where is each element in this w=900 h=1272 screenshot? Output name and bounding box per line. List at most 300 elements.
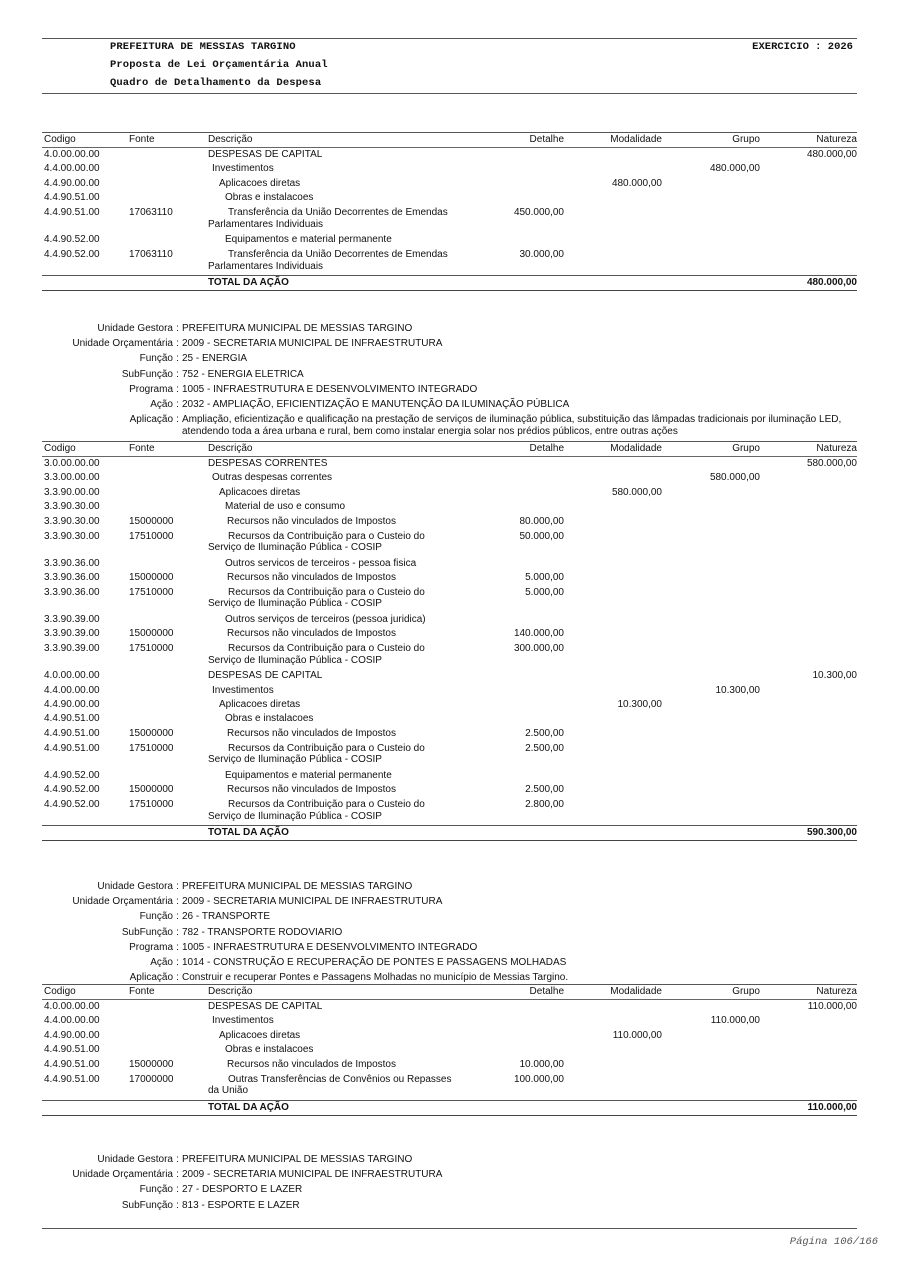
cell-fonte <box>129 177 208 191</box>
cell-detalhe <box>464 457 564 471</box>
cell-detalhe <box>464 486 564 500</box>
cell-descricao-line1: Transferência da União Decorrentes de Emendas <box>228 207 448 219</box>
cell-descricao <box>208 698 464 712</box>
cell-detalhe <box>464 162 564 176</box>
cell-natureza <box>760 727 859 741</box>
table-header <box>42 984 857 1000</box>
action-info-1 <box>40 321 860 437</box>
cell-detalhe <box>464 712 564 726</box>
cell-fonte: 15000000 <box>129 628 174 640</box>
header-entity: PREFEITURA DE MESSIAS TARGINO <box>110 41 296 53</box>
table-row <box>42 515 857 529</box>
table-row <box>42 457 857 471</box>
cell-descricao-text: Investimentos <box>212 684 274 696</box>
col-detalhe: Detalhe <box>529 134 564 145</box>
cell-codigo: 4.4.00.00.00 <box>44 684 100 696</box>
col-codigo: Codigo <box>44 134 76 145</box>
table-body <box>42 148 857 275</box>
cell-fonte: 15000000 <box>129 727 174 739</box>
cell-fonte <box>129 191 208 205</box>
cell-descricao <box>208 500 464 514</box>
info-programa: Programa : 1005 - INFRAESTRUTURA E DESENVOLVIMENTO INTEGRADO <box>129 941 478 953</box>
info-subfuncao: SubFunção : 813 - ESPORTE E LAZER <box>121 1199 300 1211</box>
cell-detalhe <box>464 669 564 683</box>
info-acao: Ação : 2032 - AMPLIAÇÃO, EFICIENTIZAÇÃO E MANUTENÇÃO DA ILUMINAÇÃO PÚBLICA <box>150 398 570 410</box>
cell-natureza <box>760 1029 859 1043</box>
cell-modalidade <box>564 207 662 233</box>
col-descricao: Descrição <box>208 443 253 454</box>
col-detalhe: Detalhe <box>529 986 564 997</box>
cell-detalhe: 10.000,00 <box>519 1058 564 1070</box>
col-modalidade: Modalidade <box>610 443 662 454</box>
cell-fonte <box>129 769 208 783</box>
total-row <box>42 275 857 291</box>
total-label: TOTAL DA AÇÃO <box>208 827 289 838</box>
cell-natureza <box>760 1043 859 1057</box>
cell-codigo: 3.3.90.36.00 <box>44 557 100 569</box>
total-row <box>42 825 857 841</box>
col-natureza: Natureza <box>816 443 857 454</box>
expense-table-2 <box>42 984 857 1116</box>
cell-descricao-line2: Serviço de Iluminação Pública - COSIP <box>208 654 382 666</box>
cell-grupo <box>662 1029 760 1043</box>
table-row <box>42 727 857 741</box>
info-subfuncao: SubFunção : 782 - TRANSPORTE RODOVIARIO <box>121 926 343 938</box>
cell-descricao-text: DESPESAS DE CAPITAL <box>208 1001 323 1012</box>
cell-codigo: 4.4.90.52.00 <box>44 769 100 781</box>
table-row <box>42 148 857 162</box>
cell-codigo: 4.4.90.51.00 <box>44 1044 100 1056</box>
cell-detalhe <box>464 1000 564 1014</box>
info-subfuncao: SubFunção : 752 - ENERGIA ELETRICA <box>121 368 304 380</box>
cell-descricao <box>208 587 464 613</box>
cell-descricao-text: Outros serviços de terceiros (pessoa juridica) <box>225 613 426 625</box>
cell-descricao <box>208 1074 464 1100</box>
table-row <box>42 1058 857 1072</box>
cell-fonte <box>129 1014 208 1028</box>
cell-grupo <box>662 177 760 191</box>
cell-modalidade <box>564 627 662 641</box>
cell-descricao <box>208 162 464 176</box>
cell-detalhe: 140.000,00 <box>513 628 564 640</box>
table-row <box>42 783 857 797</box>
cell-fonte: 15000000 <box>129 571 174 583</box>
cell-detalhe: 80.000,00 <box>519 515 564 527</box>
table-body <box>42 1000 857 1100</box>
table-row <box>42 177 857 191</box>
col-detalhe: Detalhe <box>529 443 564 454</box>
cell-detalhe <box>464 471 564 485</box>
cell-natureza <box>760 207 859 233</box>
cell-descricao <box>208 515 464 529</box>
cell-descricao-text: Investimentos <box>212 163 274 175</box>
info-unidade-orcamentaria: Unidade Orçamentária : 2009 - SECRETARIA MUNICIPAL DE INFRAESTRUTURA <box>72 338 443 350</box>
cell-descricao <box>208 769 464 783</box>
cell-codigo: 4.4.90.52.00 <box>44 234 100 246</box>
cell-grupo <box>662 207 760 233</box>
cell-fonte <box>129 500 208 514</box>
table-row <box>42 162 857 176</box>
cell-descricao <box>208 249 464 275</box>
cell-fonte <box>129 669 208 683</box>
header-report-title: Quadro de Detalhamento da Despesa <box>110 77 322 89</box>
cell-descricao <box>208 1029 464 1043</box>
cell-descricao-text: Recursos não vinculados de Impostos <box>227 571 396 583</box>
cell-descricao <box>208 571 464 585</box>
cell-natureza <box>760 500 859 514</box>
cell-codigo: 4.4.00.00.00 <box>44 163 100 175</box>
cell-descricao-text: Obras e instalacoes <box>225 1044 314 1056</box>
cell-detalhe: 2.500,00 <box>525 727 564 739</box>
cell-codigo: 4.4.90.51.00 <box>44 727 100 739</box>
cell-modalidade: 580.000,00 <box>611 486 662 498</box>
cell-modalidade <box>564 571 662 585</box>
cell-grupo <box>662 783 760 797</box>
cell-modalidade <box>564 1000 662 1014</box>
cell-grupo <box>662 743 760 769</box>
cell-detalhe <box>464 1014 564 1028</box>
cell-grupo <box>662 486 760 500</box>
cell-modalidade <box>564 515 662 529</box>
cell-grupo <box>662 500 760 514</box>
cell-codigo: 4.0.00.00.00 <box>44 149 100 160</box>
table-header <box>42 132 857 148</box>
page-number: Página 106/166 <box>789 1236 878 1248</box>
cell-fonte: 17063110 <box>129 249 173 261</box>
cell-natureza <box>760 557 859 571</box>
cell-codigo: 4.4.90.52.00 <box>44 784 100 796</box>
cell-modalidade: 10.300,00 <box>617 698 662 710</box>
table-row <box>42 613 857 627</box>
table-row <box>42 529 857 557</box>
cell-descricao-line2: da União <box>208 1085 249 1097</box>
total-value: 110.000,00 <box>807 1101 857 1113</box>
cell-detalhe <box>464 233 564 247</box>
cell-detalhe <box>464 177 564 191</box>
cell-fonte: 17000000 <box>129 1073 174 1085</box>
col-natureza: Natureza <box>816 134 857 145</box>
table-row <box>42 1072 857 1100</box>
cell-descricao-text: Outras despesas correntes <box>212 472 333 484</box>
info-unidade-gestora: Unidade Gestora : PREFEITURA MUNICIPAL DE MESSIAS TARGINO <box>97 881 413 892</box>
cell-natureza <box>760 712 859 726</box>
cell-codigo: 4.0.00.00.00 <box>44 670 100 682</box>
cell-fonte <box>129 457 208 471</box>
cell-descricao-text: Aplicacoes diretas <box>219 1029 301 1041</box>
cell-codigo: 4.0.00.00.00 <box>44 1001 100 1012</box>
cell-codigo: 3.3.90.30.00 <box>44 501 100 513</box>
cell-descricao-text: Aplicacoes diretas <box>219 698 301 710</box>
cell-descricao-text: DESPESAS CORRENTES <box>208 458 328 469</box>
cell-descricao-line2: Serviço de Iluminação Pública - COSIP <box>208 598 382 610</box>
cell-descricao-text: Equipamentos e material permanente <box>225 769 392 781</box>
cell-natureza <box>760 191 859 205</box>
cell-modalidade <box>564 769 662 783</box>
cell-modalidade <box>564 643 662 669</box>
cell-modalidade <box>564 684 662 698</box>
cell-grupo <box>662 727 760 741</box>
cell-descricao-line2: Serviço de Iluminação Pública - COSIP <box>208 542 382 554</box>
cell-fonte: 17510000 <box>129 799 174 810</box>
cell-grupo <box>662 627 760 641</box>
cell-fonte: 17510000 <box>129 643 174 655</box>
cell-modalidade: 110.000,00 <box>612 1029 662 1041</box>
table-row <box>42 769 857 783</box>
cell-natureza <box>760 1058 859 1072</box>
cell-descricao-text: Outros servicos de terceiros - pessoa fisica <box>225 557 417 569</box>
cell-detalhe <box>464 1029 564 1043</box>
cell-descricao <box>208 684 464 698</box>
cell-grupo <box>662 557 760 571</box>
table-row <box>42 471 857 485</box>
cell-descricao <box>208 148 464 162</box>
total-label: TOTAL DA AÇÃO <box>208 1101 289 1113</box>
cell-codigo: 3.3.90.39.00 <box>44 628 100 640</box>
cell-descricao-text: Recursos não vinculados de Impostos <box>227 784 396 796</box>
info-aplicacao: Aplicação : Construir e recuperar Pontes e Passagens Molhadas no município de Messias Targino. <box>129 972 569 984</box>
cell-descricao-text: Recursos não vinculados de Impostos <box>227 1058 396 1070</box>
cell-descricao-text: Material de uso e consumo <box>225 501 346 513</box>
col-codigo: Codigo <box>44 986 76 997</box>
table-row <box>42 627 857 641</box>
cell-codigo: 4.4.90.52.00 <box>44 249 100 261</box>
cell-detalhe <box>464 769 564 783</box>
table-row <box>42 741 857 769</box>
cell-grupo: 110.000,00 <box>710 1015 760 1027</box>
info-programa: Programa : 1005 - INFRAESTRUTURA E DESENVOLVIMENTO INTEGRADO <box>129 383 478 395</box>
cell-modalidade <box>564 249 662 275</box>
cell-descricao-line2: Serviço de Iluminação Pública - COSIP <box>208 754 382 766</box>
cell-natureza <box>760 249 859 275</box>
cell-codigo: 4.4.90.00.00 <box>44 698 100 710</box>
cell-modalidade <box>564 587 662 613</box>
table-row <box>42 1029 857 1043</box>
cell-natureza <box>760 684 859 698</box>
cell-descricao-text: Aplicacoes diretas <box>219 177 301 189</box>
cell-codigo: 4.4.90.51.00 <box>44 1058 100 1070</box>
cell-grupo <box>662 1074 760 1100</box>
cell-natureza <box>760 769 859 783</box>
cell-grupo <box>662 1043 760 1057</box>
col-grupo: Grupo <box>732 134 760 145</box>
cell-natureza <box>760 698 859 712</box>
cell-descricao <box>208 712 464 726</box>
cell-descricao <box>208 207 464 233</box>
cell-detalhe <box>464 500 564 514</box>
cell-descricao-line1: Recursos da Contribuição para o Custeio do <box>228 799 425 810</box>
cell-detalhe: 450.000,00 <box>513 207 564 219</box>
cell-natureza <box>760 162 859 176</box>
cell-natureza <box>760 177 859 191</box>
cell-detalhe: 5.000,00 <box>525 586 564 598</box>
cell-codigo: 4.4.00.00.00 <box>44 1015 100 1027</box>
info-funcao: Função : 26 - TRANSPORTE <box>139 911 270 923</box>
cell-descricao-text: DESPESAS DE CAPITAL <box>208 149 323 160</box>
cell-detalhe <box>464 684 564 698</box>
cell-grupo <box>662 643 760 669</box>
action-info-3 <box>40 1152 860 1213</box>
cell-descricao <box>208 783 464 797</box>
cell-fonte <box>129 148 208 162</box>
info-funcao: Função : 25 - ENERGIA <box>139 353 248 365</box>
header-top-rule <box>42 38 857 39</box>
cell-fonte <box>129 162 208 176</box>
cell-modalidade <box>564 233 662 247</box>
cell-codigo: 4.4.90.51.00 <box>44 742 100 754</box>
cell-modalidade <box>564 712 662 726</box>
table-row <box>42 712 857 726</box>
cell-descricao <box>208 177 464 191</box>
cell-descricao <box>208 1058 464 1072</box>
cell-descricao-text: Recursos não vinculados de Impostos <box>227 515 396 527</box>
cell-fonte: 15000000 <box>129 515 174 527</box>
cell-fonte: 17510000 <box>129 742 174 754</box>
col-descricao: Descrição <box>208 986 253 997</box>
cell-codigo: 4.4.90.51.00 <box>44 713 100 725</box>
cell-detalhe: 2.500,00 <box>525 742 564 754</box>
cell-modalidade <box>564 743 662 769</box>
cell-detalhe: 100.000,00 <box>513 1073 564 1085</box>
cell-natureza: 10.300,00 <box>812 670 857 682</box>
cell-fonte: 17510000 <box>129 586 174 598</box>
cell-descricao <box>208 191 464 205</box>
cell-descricao <box>208 627 464 641</box>
cell-natureza: 580.000,00 <box>806 458 857 469</box>
cell-codigo: 3.3.00.00.00 <box>44 472 100 484</box>
cell-descricao-line1: Recursos da Contribuição para o Custeio do <box>228 643 425 655</box>
header-exercise: EXERCICIO : 2026 <box>752 41 853 53</box>
table-row <box>42 684 857 698</box>
cell-descricao <box>208 743 464 769</box>
cell-natureza <box>760 571 859 585</box>
cell-codigo: 3.3.90.36.00 <box>44 571 100 583</box>
header-subtitle: Proposta de Lei Orçamentária Anual <box>110 59 328 71</box>
cell-codigo: 3.3.90.00.00 <box>44 486 100 498</box>
table-header <box>42 441 857 457</box>
cell-detalhe <box>464 557 564 571</box>
table-row <box>42 698 857 712</box>
table-row <box>42 500 857 514</box>
cell-grupo <box>662 1058 760 1072</box>
cell-modalidade <box>564 613 662 627</box>
cell-descricao <box>208 1043 464 1057</box>
cell-modalidade <box>564 531 662 557</box>
cell-descricao <box>208 669 464 683</box>
cell-grupo <box>662 1000 760 1014</box>
cell-descricao-text: Investimentos <box>212 1015 274 1027</box>
cell-descricao-text: Equipamentos e material permanente <box>225 234 392 246</box>
cell-descricao <box>208 531 464 557</box>
cell-natureza <box>760 743 859 769</box>
cell-modalidade: 480.000,00 <box>611 177 662 189</box>
cell-grupo <box>662 148 760 162</box>
table-row <box>42 798 857 826</box>
cell-detalhe <box>464 613 564 627</box>
cell-natureza <box>760 587 859 613</box>
cell-descricao <box>208 1000 464 1014</box>
cell-descricao <box>208 471 464 485</box>
cell-fonte <box>129 1043 208 1057</box>
cell-natureza <box>760 799 859 825</box>
cell-grupo <box>662 571 760 585</box>
col-grupo: Grupo <box>732 443 760 454</box>
cell-descricao-text: Obras e instalacoes <box>225 192 314 204</box>
cell-codigo: 4.4.90.52.00 <box>44 799 100 810</box>
table-row <box>42 1014 857 1028</box>
cell-modalidade <box>564 1043 662 1057</box>
cell-natureza <box>760 1074 859 1100</box>
table-row <box>42 585 857 613</box>
table-row <box>42 486 857 500</box>
cell-detalhe <box>464 1043 564 1057</box>
cell-detalhe: 2.800,00 <box>525 799 564 810</box>
cell-descricao <box>208 1014 464 1028</box>
cell-natureza <box>760 627 859 641</box>
cell-detalhe: 50.000,00 <box>519 530 564 542</box>
cell-grupo <box>662 457 760 471</box>
col-fonte: Fonte <box>129 134 155 145</box>
cell-natureza <box>760 613 859 627</box>
cell-descricao <box>208 486 464 500</box>
cell-grupo <box>662 191 760 205</box>
info-acao: Ação : 1014 - CONSTRUÇÃO E RECUPERAÇÃO DE PONTES E PASSAGENS MOLHADAS <box>150 956 567 968</box>
cell-fonte: 17063110 <box>129 207 173 219</box>
cell-descricao-line2: Parlamentares Individuais <box>208 218 324 230</box>
cell-detalhe: 2.500,00 <box>525 784 564 796</box>
cell-grupo <box>662 515 760 529</box>
table-row <box>42 557 857 571</box>
cell-detalhe <box>464 148 564 162</box>
cell-fonte: 15000000 <box>129 1058 174 1070</box>
cell-modalidade <box>564 191 662 205</box>
cell-codigo: 4.4.90.51.00 <box>44 192 100 204</box>
cell-modalidade <box>564 1074 662 1100</box>
cell-natureza <box>760 643 859 669</box>
cell-modalidade <box>564 669 662 683</box>
cell-descricao <box>208 799 464 825</box>
total-row <box>42 1100 857 1116</box>
cell-descricao-text: Obras e instalacoes <box>225 713 314 725</box>
info-funcao: Função : 27 - DESPORTO E LAZER <box>139 1184 303 1196</box>
total-value: 590.300,00 <box>806 827 857 838</box>
col-descricao: Descrição <box>208 134 253 145</box>
cell-codigo: 4.4.90.00.00 <box>44 177 100 189</box>
cell-descricao-line1: Outras Transferências de Convênios ou Repasses <box>228 1073 452 1085</box>
total-label: TOTAL DA AÇÃO <box>208 277 289 289</box>
table-row <box>42 571 857 585</box>
cell-descricao <box>208 643 464 669</box>
cell-modalidade <box>564 148 662 162</box>
cell-natureza <box>760 515 859 529</box>
cell-descricao-line1: Transferência da União Decorrentes de Emendas <box>228 249 448 261</box>
table-row <box>42 206 857 234</box>
action-info-2 <box>40 879 860 985</box>
cell-codigo: 3.3.90.39.00 <box>44 613 100 625</box>
cell-grupo <box>662 531 760 557</box>
cell-fonte <box>129 698 208 712</box>
cell-detalhe <box>464 191 564 205</box>
cell-descricao-line1: Recursos da Contribuição para o Custeio do <box>228 742 425 754</box>
cell-fonte <box>129 613 208 627</box>
cell-natureza <box>760 471 859 485</box>
cell-modalidade <box>564 457 662 471</box>
cell-fonte <box>129 471 208 485</box>
col-codigo: Codigo <box>44 443 76 454</box>
cell-descricao <box>208 457 464 471</box>
cell-modalidade <box>564 783 662 797</box>
cell-fonte <box>129 712 208 726</box>
cell-grupo: 480.000,00 <box>709 163 760 175</box>
